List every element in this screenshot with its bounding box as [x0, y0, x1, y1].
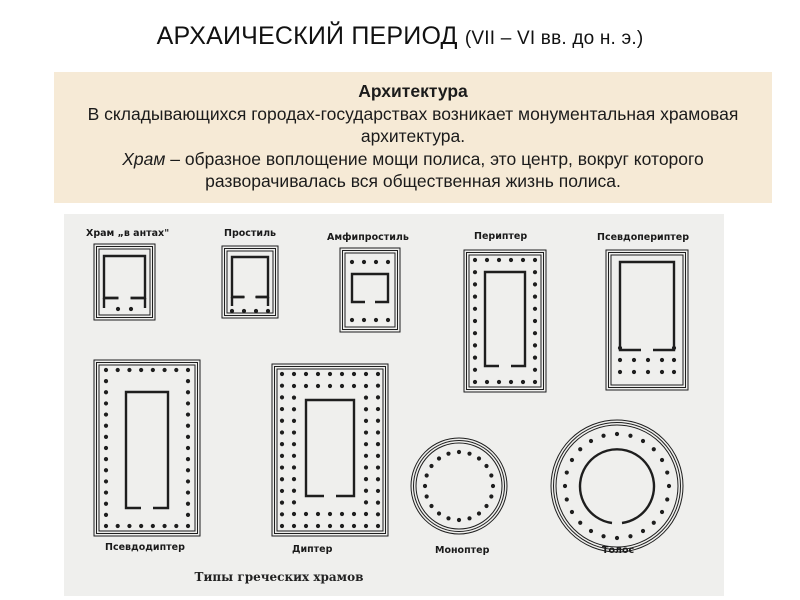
- plan-antah-antae: [104, 298, 145, 308]
- plan-peripteros-colonnade: [473, 368, 477, 372]
- plan-monopteros-stylobate: [416, 443, 502, 529]
- plan-pseudoperipteros-column: [632, 358, 636, 362]
- plan-dipteros-outer-colonnade: [316, 524, 320, 528]
- plan-dipteros-inner-colonnade: [364, 512, 368, 516]
- plan-dipteros-outer-colonnade: [340, 524, 344, 528]
- plan-dipteros-inner-colonnade: [292, 407, 296, 411]
- plan-monopteros-stylobate: [414, 441, 505, 532]
- plan-tholos-column: [570, 458, 574, 462]
- plan-dipteros-inner-colonnade: [292, 430, 296, 434]
- plan-dipteros-outer-colonnade: [280, 442, 284, 446]
- plan-dipteros-outer-colonnade: [376, 372, 380, 376]
- plan-pseudodipteros-colonnade: [186, 490, 190, 494]
- plan-monopteros-column: [429, 504, 433, 508]
- label-antah: Храм „в антах": [86, 228, 170, 239]
- plan-dipteros-outer-colonnade: [328, 372, 332, 376]
- plan-peripteros-colonnade: [533, 356, 537, 360]
- plan-tholos-column: [628, 534, 632, 538]
- plan-monopteros-column: [437, 511, 441, 515]
- plan-pseudodipteros-colonnade: [104, 479, 108, 483]
- plan-pseudodipteros-colonnade: [104, 513, 108, 517]
- label-peripteros: Периптер: [474, 231, 528, 242]
- plan-dipteros-outer-colonnade: [376, 442, 380, 446]
- plan-peripteros-colonnade: [533, 343, 537, 347]
- plan-pseudodipteros-naos: [126, 392, 168, 508]
- plan-dipteros-outer-colonnade: [280, 419, 284, 423]
- plan-peripteros-colonnade: [473, 380, 477, 384]
- architecture-textbox: [54, 72, 772, 203]
- plan-amphiprostyle-column: [386, 318, 390, 322]
- plan-tholos-column: [565, 497, 569, 501]
- plan-dipteros-inner-colonnade: [340, 512, 344, 516]
- plan-pseudodipteros-colonnade: [104, 502, 108, 506]
- plan-dipteros-outer-colonnade: [376, 489, 380, 493]
- plan-pseudoperipteros-column: [672, 358, 676, 362]
- plan-pseudoperipteros-column: [632, 370, 636, 374]
- plan-dipteros-outer-colonnade: [316, 372, 320, 376]
- plan-prostyle-stylobate: [227, 251, 273, 313]
- plan-pseudodipteros-colonnade: [139, 368, 143, 372]
- plan-dipteros-inner-colonnade: [292, 454, 296, 458]
- plan-tholos-column: [652, 521, 656, 525]
- plan-monopteros-column: [457, 450, 461, 454]
- plan-pseudoperipteros-column: [618, 358, 622, 362]
- plan-tholos-column: [578, 447, 582, 451]
- plan-dipteros-outer-colonnade: [280, 524, 284, 528]
- plan-dipteros-outer-colonnade: [280, 512, 284, 516]
- plan-pseudodipteros-colonnade: [104, 435, 108, 439]
- plan-tholos-column: [667, 484, 671, 488]
- plan-tholos-column: [601, 434, 605, 438]
- plan-tholos-column: [563, 484, 567, 488]
- textbox-line2: [64, 148, 762, 193]
- plan-peripteros-stylobate: [469, 255, 541, 387]
- plan-pseudodipteros-colonnade: [104, 390, 108, 394]
- plan-dipteros-naos: [306, 400, 354, 496]
- plan-pseudodipteros-colonnade: [104, 379, 108, 383]
- plan-tholos-column: [601, 534, 605, 538]
- plan-tholos-column: [565, 470, 569, 474]
- plan-peripteros-colonnade: [533, 307, 537, 311]
- plan-pseudoperipteros-column: [646, 370, 650, 374]
- slide-title: [0, 22, 800, 51]
- plan-tholos-column: [660, 458, 664, 462]
- plan-dipteros-outer-colonnade: [304, 372, 308, 376]
- plan-dipteros-outer-colonnade: [376, 395, 380, 399]
- plan-pseudodipteros-colonnade: [186, 379, 190, 383]
- plan-prostyle-naos: [232, 257, 268, 297]
- plan-dipteros-outer-colonnade: [376, 512, 380, 516]
- plan-tholos-cella: [580, 449, 654, 523]
- plan-amphiprostyle-column: [374, 318, 378, 322]
- plan-dipteros-inner-colonnade: [316, 384, 320, 388]
- plan-pseudodipteros-colonnade: [162, 368, 166, 372]
- plan-peripteros-colonnade: [473, 331, 477, 335]
- plan-monopteros-column: [489, 494, 493, 498]
- plan-monopteros-column: [446, 516, 450, 520]
- plan-dipteros-stylobate: [277, 369, 383, 531]
- plan-dipteros-outer-colonnade: [364, 524, 368, 528]
- plan-dipteros-inner-colonnade: [316, 512, 320, 516]
- plan-dipteros-outer-colonnade: [340, 372, 344, 376]
- plan-monopteros-column: [429, 464, 433, 468]
- plan-peripteros-colonnade: [497, 258, 501, 262]
- plan-dipteros-inner-colonnade: [292, 477, 296, 481]
- plan-amphiprostyle-column: [362, 260, 366, 264]
- plan-pseudodipteros-colonnade: [162, 524, 166, 528]
- plan-pseudodipteros-colonnade: [186, 435, 190, 439]
- plan-pseudodipteros-stylobate: [97, 363, 198, 534]
- plan-dipteros-outer-colonnade: [280, 372, 284, 376]
- plan-dipteros-outer-colonnade: [376, 430, 380, 434]
- textbox-term: Храм: [122, 148, 166, 169]
- plan-pseudodipteros-colonnade: [186, 368, 190, 372]
- plan-peripteros-colonnade: [473, 307, 477, 311]
- plan-dipteros-inner-colonnade: [364, 430, 368, 434]
- plan-antah-stylobate: [99, 249, 150, 315]
- plan-prostyle-column: [266, 309, 270, 313]
- plan-pseudoperipteros-stylobate: [606, 250, 688, 390]
- plan-pseudodipteros-stylobate: [94, 360, 200, 536]
- plan-tholos-column: [641, 439, 645, 443]
- plan-peripteros-colonnade: [533, 319, 537, 323]
- plan-monopteros-column: [477, 511, 481, 515]
- plan-pseudodipteros-colonnade: [174, 368, 178, 372]
- plan-dipteros-inner-colonnade: [364, 407, 368, 411]
- plan-dipteros-outer-colonnade: [376, 501, 380, 505]
- plan-pseudodipteros-colonnade: [186, 390, 190, 394]
- plan-peripteros-colonnade: [473, 356, 477, 360]
- textbox-line1: В складывающихся городах-государствах возникает монументальная храмовая архитектура.: [87, 103, 739, 146]
- plan-prostyle-column: [230, 309, 234, 313]
- plan-dipteros-outer-colonnade: [280, 407, 284, 411]
- plan-tholos-stylobate: [556, 425, 678, 547]
- plan-pseudodipteros-colonnade: [186, 457, 190, 461]
- plan-dipteros-outer-colonnade: [280, 501, 284, 505]
- figure-caption: Типы греческих храмов: [194, 570, 364, 584]
- plan-dipteros-inner-colonnade: [292, 500, 296, 504]
- plan-prostyle-antae: [232, 297, 268, 306]
- plan-amphiprostyle-column: [350, 318, 354, 322]
- plan-peripteros-colonnade: [533, 258, 537, 262]
- plan-peripteros-colonnade: [473, 295, 477, 299]
- plan-dipteros-outer-colonnade: [280, 454, 284, 458]
- plan-prostyle-column: [242, 309, 246, 313]
- label-amphiprostyle: Амфипростиль: [327, 232, 409, 243]
- plan-tholos-column: [578, 521, 582, 525]
- plan-dipteros-outer-colonnade: [292, 372, 296, 376]
- plan-dipteros-inner-colonnade: [328, 384, 332, 388]
- plan-dipteros-inner-colonnade: [328, 512, 332, 516]
- plan-peripteros-colonnade: [533, 380, 537, 384]
- plan-pseudodipteros-colonnade: [104, 424, 108, 428]
- plan-dipteros-inner-colonnade: [352, 384, 356, 388]
- plan-peripteros-colonnade: [473, 319, 477, 323]
- plan-dipteros-outer-colonnade: [280, 395, 284, 399]
- plan-dipteros-outer-colonnade: [376, 407, 380, 411]
- plan-pseudodipteros-colonnade: [186, 479, 190, 483]
- plan-pseudodipteros-colonnade: [104, 368, 108, 372]
- plan-pseudodipteros-colonnade: [186, 513, 190, 517]
- plan-tholos-column: [615, 536, 619, 540]
- plan-pseudodipteros-colonnade: [127, 524, 131, 528]
- plan-pseudodipteros-colonnade: [104, 524, 108, 528]
- plan-pseudoperipteros-column: [618, 370, 622, 374]
- plan-dipteros-outer-colonnade: [280, 489, 284, 493]
- plan-tholos-column: [570, 510, 574, 514]
- plan-monopteros-column: [423, 484, 427, 488]
- plan-pseudoperipteros-column: [618, 346, 622, 350]
- plan-dipteros-inner-colonnade: [292, 465, 296, 469]
- plan-pseudoperipteros-column: [672, 346, 676, 350]
- plan-pseudodipteros-colonnade: [104, 468, 108, 472]
- plan-monopteros-column: [446, 452, 450, 456]
- plan-pseudodipteros-colonnade: [186, 401, 190, 405]
- plan-dipteros-outer-colonnade: [304, 524, 308, 528]
- plan-monopteros-column: [477, 456, 481, 460]
- plan-pseudodipteros-colonnade: [104, 401, 108, 405]
- plan-peripteros-colonnade: [485, 380, 489, 384]
- plan-pseudodipteros-colonnade: [186, 468, 190, 472]
- plan-pseudoperipteros-column: [646, 358, 650, 362]
- title-main: АРХАИЧЕСКИЙ ПЕРИОД: [156, 22, 458, 50]
- plan-peripteros-colonnade: [497, 380, 501, 384]
- plan-amphiprostyle-column: [350, 260, 354, 264]
- plan-peripteros-colonnade: [509, 380, 513, 384]
- plan-tholos-column: [615, 432, 619, 436]
- plan-dipteros-outer-colonnade: [376, 454, 380, 458]
- plan-peripteros-colonnade: [533, 295, 537, 299]
- textbox-heading: Архитектура: [358, 81, 468, 101]
- plan-peripteros-naos: [485, 272, 525, 366]
- plan-dipteros-inner-colonnade: [292, 396, 296, 400]
- label-pseudodipteros: Псевдодиптер: [105, 542, 185, 553]
- plan-peripteros-colonnade: [473, 258, 477, 262]
- plan-pseudodipteros-colonnade: [104, 490, 108, 494]
- plan-amphiprostyle-column: [386, 260, 390, 264]
- label-dipteros: Диптер: [292, 544, 333, 555]
- plan-dipteros-inner-colonnade: [364, 477, 368, 481]
- plan-pseudodipteros-colonnade: [139, 524, 143, 528]
- plan-tholos-column: [589, 439, 593, 443]
- plan-dipteros-inner-colonnade: [292, 384, 296, 388]
- plan-tholos-column: [665, 497, 669, 501]
- plan-tholos-column: [652, 447, 656, 451]
- plan-peripteros-colonnade: [521, 380, 525, 384]
- plan-peripteros-colonnade: [473, 270, 477, 274]
- plan-pseudodipteros-colonnade: [186, 412, 190, 416]
- plan-peripteros-colonnade: [533, 282, 537, 286]
- plan-dipteros-outer-colonnade: [352, 524, 356, 528]
- plan-dipteros-stylobate: [272, 364, 388, 536]
- plan-dipteros-outer-colonnade: [328, 524, 332, 528]
- plan-antah-column: [129, 307, 133, 311]
- plan-monopteros-column: [467, 452, 471, 456]
- plan-antah-naos: [104, 256, 145, 298]
- temple-types-figure: [64, 214, 724, 596]
- plan-dipteros-outer-colonnade: [376, 524, 380, 528]
- plan-monopteros-column: [425, 473, 429, 477]
- plan-amphiprostyle-column: [374, 260, 378, 264]
- plan-dipteros-inner-colonnade: [292, 489, 296, 493]
- plan-amphiprostyle-naos: [352, 274, 388, 302]
- plan-dipteros-inner-colonnade: [364, 419, 368, 423]
- plan-tholos-column: [628, 434, 632, 438]
- plan-pseudoperipteros-stylobate: [611, 255, 683, 385]
- plan-peripteros-colonnade: [473, 282, 477, 286]
- plan-dipteros-inner-colonnade: [292, 512, 296, 516]
- plan-dipteros-outer-colonnade: [376, 477, 380, 481]
- plan-amphiprostyle-stylobate: [340, 248, 400, 332]
- plan-monopteros-column: [491, 484, 495, 488]
- plan-monopteros-column: [467, 516, 471, 520]
- plan-pseudoperipteros-column: [660, 358, 664, 362]
- plan-dipteros-inner-colonnade: [364, 500, 368, 504]
- plan-pseudodipteros-colonnade: [104, 457, 108, 461]
- plan-monopteros-column: [489, 473, 493, 477]
- plan-peripteros-colonnade: [521, 258, 525, 262]
- textbox-definition: – образное воплощение мощи полиса, это центр, вокруг которого разворачивалась вся общественная жизнь полиса.: [165, 148, 704, 191]
- plan-pseudoperipteros-column: [660, 370, 664, 374]
- label-tholos: Толос: [602, 545, 635, 556]
- plan-amphiprostyle-column: [362, 318, 366, 322]
- plan-dipteros-inner-colonnade: [304, 384, 308, 388]
- plan-pseudodipteros-colonnade: [104, 446, 108, 450]
- title-sub: (VII – VI вв. до н. э.): [464, 28, 644, 49]
- label-prostyle: Простиль: [224, 228, 277, 239]
- plan-pseudodipteros-colonnade: [127, 368, 131, 372]
- plan-dipteros-inner-colonnade: [304, 512, 308, 516]
- plan-monopteros-column: [437, 456, 441, 460]
- plan-dipteros-inner-colonnade: [364, 489, 368, 493]
- plan-antah-column: [116, 307, 120, 311]
- plan-pseudodipteros-colonnade: [186, 502, 190, 506]
- plan-pseudodipteros-colonnade: [116, 524, 120, 528]
- label-pseudoperipteros: Псевдопериптер: [597, 232, 690, 243]
- plan-dipteros-inner-colonnade: [364, 442, 368, 446]
- plan-peripteros-colonnade: [473, 343, 477, 347]
- plan-prostyle-column: [254, 309, 258, 313]
- plan-dipteros-outer-colonnade: [352, 372, 356, 376]
- plan-monopteros-column: [484, 504, 488, 508]
- plan-peripteros-colonnade: [533, 368, 537, 372]
- plan-pseudodipteros-colonnade: [174, 524, 178, 528]
- plan-dipteros-outer-colonnade: [376, 465, 380, 469]
- plan-dipteros-outer-colonnade: [280, 384, 284, 388]
- plan-dipteros-outer-colonnade: [376, 419, 380, 423]
- plan-pseudodipteros-colonnade: [151, 368, 155, 372]
- plan-monopteros-column: [425, 494, 429, 498]
- plan-pseudodipteros-stylobate: [99, 365, 195, 531]
- plan-dipteros-inner-colonnade: [364, 465, 368, 469]
- plan-dipteros-outer-colonnade: [280, 465, 284, 469]
- plan-dipteros-inner-colonnade: [292, 419, 296, 423]
- plan-dipteros-inner-colonnade: [340, 384, 344, 388]
- plan-dipteros-outer-colonnade: [364, 372, 368, 376]
- plan-dipteros-outer-colonnade: [280, 477, 284, 481]
- label-monopteros: Моноптер: [435, 545, 490, 556]
- plan-pseudodipteros-colonnade: [186, 424, 190, 428]
- plan-tholos-column: [660, 510, 664, 514]
- plan-tholos-column: [589, 529, 593, 533]
- plan-dipteros-stylobate: [275, 367, 386, 534]
- plan-peripteros-colonnade: [533, 270, 537, 274]
- plan-pseudoperipteros-naos: [620, 262, 674, 350]
- plan-tholos-column: [641, 529, 645, 533]
- plan-dipteros-outer-colonnade: [280, 430, 284, 434]
- plan-peripteros-colonnade: [485, 258, 489, 262]
- plan-peripteros-colonnade: [509, 258, 513, 262]
- plan-peripteros-colonnade: [533, 331, 537, 335]
- plan-dipteros-inner-colonnade: [292, 442, 296, 446]
- plan-pseudoperipteros-column: [672, 370, 676, 374]
- plan-monopteros-column: [457, 518, 461, 522]
- plan-tholos-column: [665, 470, 669, 474]
- plan-pseudodipteros-colonnade: [186, 446, 190, 450]
- plan-dipteros-inner-colonnade: [364, 454, 368, 458]
- plan-tholos-stylobate: [554, 423, 681, 550]
- plan-pseudodipteros-colonnade: [186, 524, 190, 528]
- plan-pseudodipteros-colonnade: [151, 524, 155, 528]
- plan-tholos-stylobate: [551, 420, 683, 552]
- plan-dipteros-outer-colonnade: [376, 384, 380, 388]
- plan-dipteros-outer-colonnade: [292, 524, 296, 528]
- plan-pseudodipteros-colonnade: [116, 368, 120, 372]
- plan-dipteros-inner-colonnade: [352, 512, 356, 516]
- plan-monopteros-column: [484, 464, 488, 468]
- plan-pseudodipteros-colonnade: [104, 412, 108, 416]
- plan-dipteros-inner-colonnade: [364, 384, 368, 388]
- temple-plans-drawing: [64, 214, 724, 596]
- plan-dipteros-inner-colonnade: [364, 396, 368, 400]
